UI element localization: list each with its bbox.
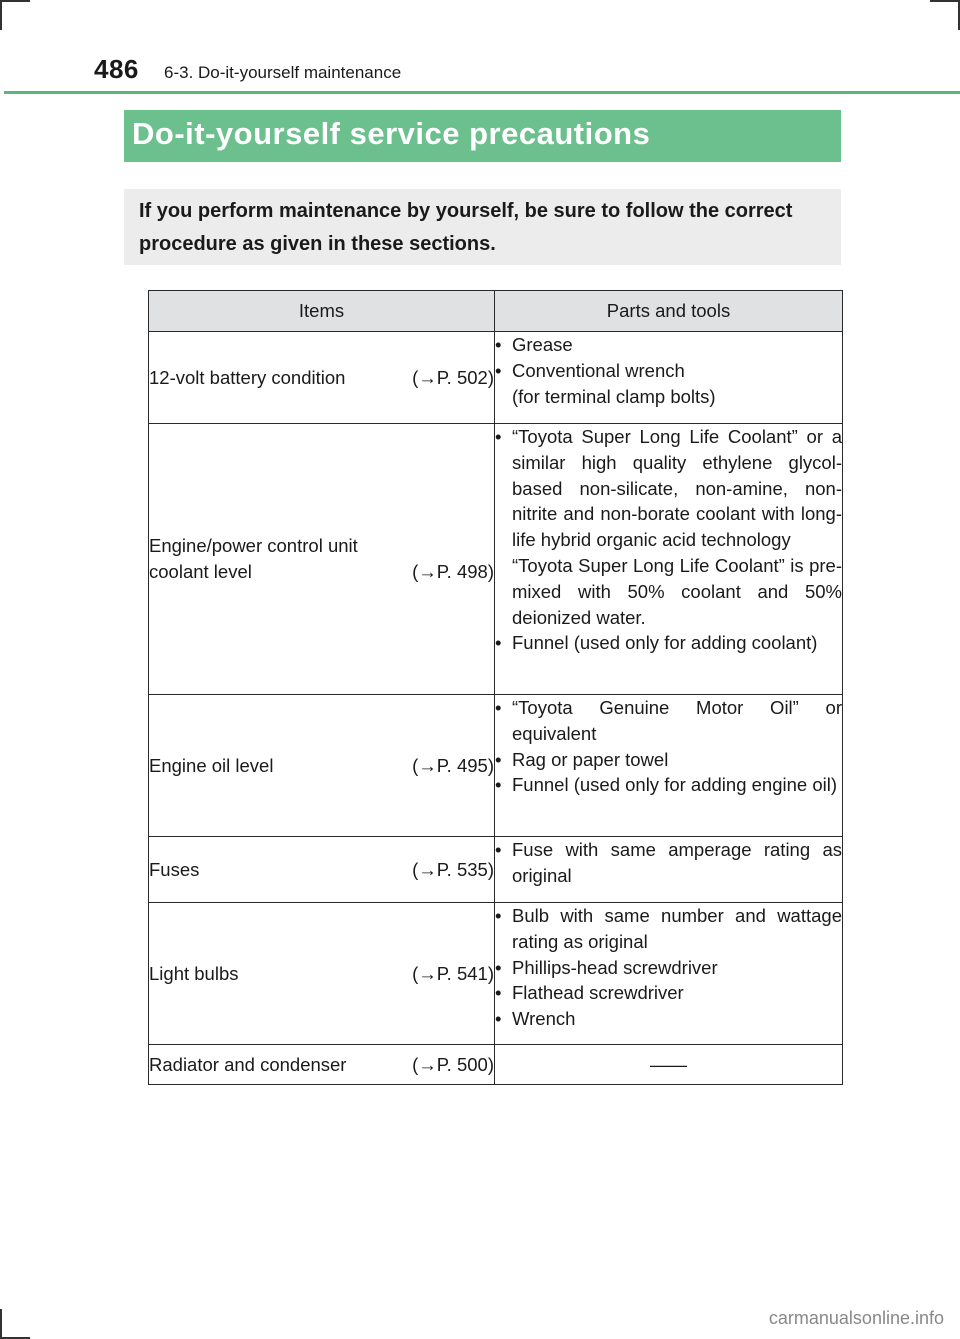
part-text: Grease <box>512 334 573 355</box>
parts-list <box>495 695 842 798</box>
bullet-icon: • <box>495 905 502 926</box>
parts-cell-empty: —— <box>495 1045 843 1085</box>
item-line <box>149 857 494 883</box>
parts-list <box>495 630 842 656</box>
column-header-items: Items <box>149 291 495 332</box>
item-name: Engine oil level <box>149 754 274 776</box>
part-text: Phillips-head screwdriver <box>512 956 718 978</box>
part-item <box>495 424 842 553</box>
bullet-icon: • <box>495 839 502 860</box>
part-item <box>495 837 842 889</box>
page-reference: (→P. 541) <box>412 962 494 984</box>
intro-text: If you perform maintenance by yourself, be sure to follow the correct procedure as given in these sections. <box>124 189 841 265</box>
item-line <box>149 1052 494 1078</box>
part-text: “Toyota Super Long Life Coolant” or a similar high quality ethylene glycol-based non-silicate, non-amine, non-nitrite and non-borate coolant with long-life hybrid organic acid technology <box>512 426 842 551</box>
part-item <box>495 903 842 955</box>
part-text: Flathead screwdriver <box>512 982 684 1004</box>
part-text: “Toyota Genuine Motor Oil” or equivalent <box>512 697 842 744</box>
bullet-icon: • <box>495 359 502 381</box>
page-reference: (→P. 495) <box>412 754 494 776</box>
parts-cell <box>495 424 843 695</box>
page-reference: (→P. 535) <box>412 858 494 880</box>
item-line <box>149 365 494 391</box>
part-item <box>495 695 842 747</box>
table-row <box>149 332 843 424</box>
bullet-icon: • <box>495 334 502 355</box>
part-note: “Toyota Super Long Life Coolant” is pre-mixed with 50% coolant and 50% deionized water. <box>512 554 842 628</box>
item-line <box>149 559 494 585</box>
crop-mark <box>0 1309 2 1339</box>
item-name: Engine/power control unit <box>149 535 358 557</box>
page-header <box>0 0 960 100</box>
part-item <box>495 772 842 798</box>
bullet-icon: • <box>495 1008 502 1030</box>
bullet-icon: • <box>495 956 502 978</box>
part-item <box>495 747 842 773</box>
item-cell <box>149 1045 495 1085</box>
parts-cell <box>495 903 843 1045</box>
parts-list <box>495 903 842 1032</box>
bullet-icon: • <box>495 697 502 718</box>
table-header-row <box>149 291 843 332</box>
page-number: 486 <box>94 54 139 84</box>
item-name: Radiator and condenser <box>149 1053 347 1075</box>
part-item <box>495 1006 842 1032</box>
part-note: (for terminal clamp bolts) <box>512 385 716 407</box>
part-text: Wrench <box>512 1008 576 1030</box>
page-title: Do-it-yourself service precautions <box>124 110 841 162</box>
part-text: Funnel (used only for adding engine oil) <box>512 774 837 796</box>
column-header-parts: Parts and tools <box>495 291 843 332</box>
watermark: carmanualsonline.info <box>768 1308 944 1328</box>
part-text: Conventional wrench <box>512 359 685 381</box>
maintenance-table <box>148 290 843 1085</box>
parts-list <box>495 837 842 889</box>
parts-list <box>495 424 842 553</box>
table-row <box>149 1045 843 1085</box>
parts-cell <box>495 332 843 424</box>
item-line <box>149 753 494 779</box>
page-reference: (→P. 502) <box>412 366 494 388</box>
part-text: Bulb with same number and wattage rating as original <box>512 905 842 952</box>
table-row <box>149 695 843 837</box>
bullet-icon: • <box>495 632 502 654</box>
part-item <box>495 358 842 384</box>
parts-list <box>495 332 842 384</box>
parts-cell <box>495 837 843 903</box>
bullet-icon: • <box>495 426 502 447</box>
bullet-icon: • <box>495 982 502 1004</box>
part-item <box>495 955 842 981</box>
table-row <box>149 903 843 1045</box>
page-reference: (→P. 498) <box>412 561 494 582</box>
part-text: Rag or paper towel <box>512 748 669 770</box>
item-line <box>149 961 494 987</box>
bullet-icon: • <box>495 774 502 796</box>
item-cell <box>149 903 495 1045</box>
table-row <box>149 837 843 903</box>
item-cell <box>149 424 495 695</box>
part-text: Fuse with same amperage rating as original <box>512 839 842 886</box>
part-item <box>495 980 842 1006</box>
item-cell <box>149 332 495 424</box>
item-cell <box>149 837 495 903</box>
item-cell <box>149 695 495 837</box>
item-name: 12-volt battery condition <box>149 366 346 388</box>
part-item <box>495 630 842 656</box>
table-row <box>149 424 843 695</box>
parts-cell <box>495 695 843 837</box>
item-name: Fuses <box>149 858 200 880</box>
item-line <box>149 533 494 559</box>
part-text: Funnel (used only for adding coolant) <box>512 632 818 654</box>
part-item <box>495 332 842 358</box>
page-reference: (→P. 500) <box>412 1053 494 1075</box>
bullet-icon: • <box>495 748 502 770</box>
header-rule <box>4 91 960 94</box>
item-name: coolant level <box>149 561 252 582</box>
item-name: Light bulbs <box>149 962 239 984</box>
section-label: 6-3. Do-it-yourself maintenance <box>164 63 402 82</box>
